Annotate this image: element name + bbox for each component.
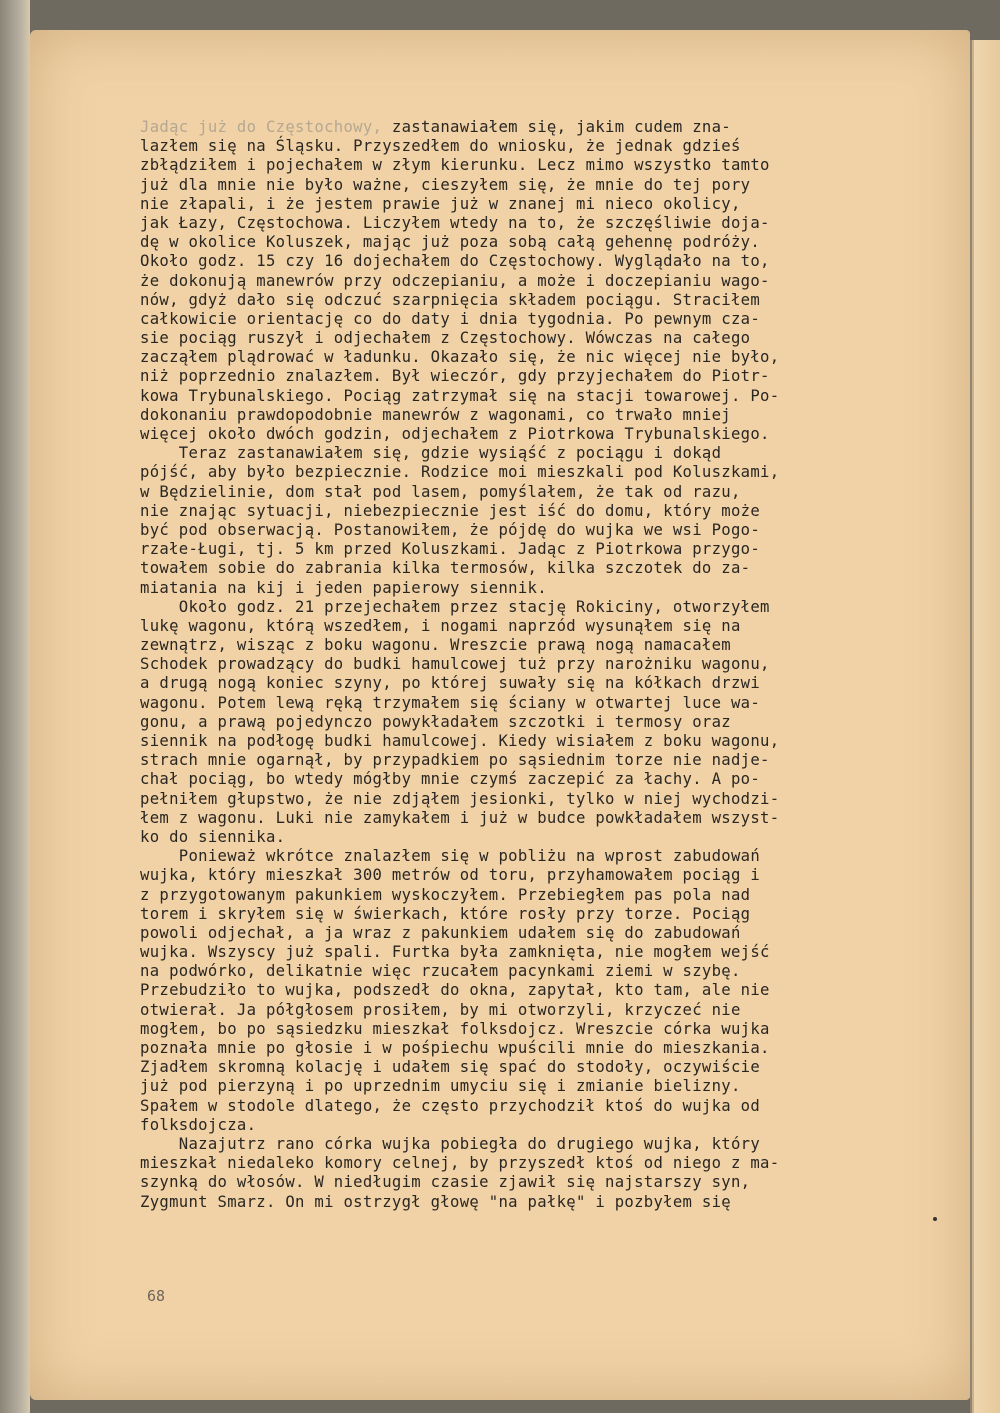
text-line: pełniłem głupstwo, że nie zdjąłem jesionki, tylko w niej wychodzi- xyxy=(140,789,780,808)
text-line: folksdojcza. xyxy=(140,1115,257,1134)
text-line: już dla mnie nie było ważne, cieszyłem się, że mnie do tej pory xyxy=(140,175,751,194)
text-line: nie znając sytuacji, niebezpiecznie jest iść do domu, który może xyxy=(140,501,761,520)
text-line: poznała mnie po głosie i w pośpiechu wpuścili mnie do mieszkania. xyxy=(140,1039,770,1057)
text-line: Teraz zastanawiałem się, gdzie wysiąść z pociągu i dokąd xyxy=(140,444,722,463)
text-line: mieszkał niedaleko komory celnej, by przyszedł ktoś od niego z ma- xyxy=(140,1154,780,1173)
text-line: zbłądziłem i pojechałem w złym kierunku. Lecz mimo wszystko tamto xyxy=(140,156,770,175)
text-line: towałem sobie do zabrania kilka termosów, kilka szczotek do za- xyxy=(140,559,751,578)
text-line: nów, gdyż dało się odczuć szarpnięcia składem pociągu. Straciłem xyxy=(140,290,761,309)
text-line: Zjadłem skromną kolację i udałem się spać do stodoły, oczywiście xyxy=(140,1058,761,1077)
text-line: wujka, który mieszkał 300 metrów od toru, przyhamowałem pociąg i xyxy=(140,866,761,885)
text-segment: zastanawiałem się, jakim cudem zna- xyxy=(382,118,731,136)
text-line: mogłem, bo po sąsiedzku mieszkał folksdojcz. Wreszcie córka wujka xyxy=(140,1019,770,1038)
text-line xyxy=(140,118,940,137)
text-line: Zygmunt Smarz. On mi ostrzygł głowę "na pałkę" i pozbyłem się xyxy=(140,1192,731,1211)
text-line: nie złapali, i że jestem prawie już w znanej mi nieco okolicy, xyxy=(140,194,741,213)
text-line: kowa Trybunalskiego. Pociąg zatrzymał się na stacji towarowej. Po- xyxy=(140,386,780,405)
text-line: siennik na podłogę budki hamulcowej. Kiedy wisiałem z boku wagonu, xyxy=(140,732,780,750)
scan-background-left xyxy=(0,0,30,1413)
text-line: miatania na kij i jeden papierowy siennik. xyxy=(140,578,547,597)
text-line: jak Łazy, Częstochowa. Liczyłem wtedy na to, że szczęśliwie doja- xyxy=(140,213,770,232)
text-line: niż poprzednio znalazłem. Był wieczór, gdy przyjechałem do Piotr- xyxy=(140,367,770,386)
text-line: być pod obserwacją. Postanowiłem, że pójdę do wujka we wsi Pogo- xyxy=(140,520,761,539)
text-line: szynką do włosów. W niedługim czasie zjawił się najstarszy syn, xyxy=(140,1173,751,1192)
text-line: a drugą nogą koniec szyny, po której suwały się na kółkach drzwi xyxy=(140,674,761,693)
text-line: Około godz. 15 czy 16 dojechałem do Częstochowy. Wyglądało na to, xyxy=(140,252,770,271)
ink-speck xyxy=(933,1217,937,1221)
text-line: z przygotowanym pakunkiem wyskoczyłem. Przebiegłem pas pola nad xyxy=(140,885,751,904)
text-line: gonu, a prawą pojedynczo powykładałem szczotki i termosy oraz xyxy=(140,712,731,731)
text-line: zacząłem plądrować w ładunku. Okazało się, że nic więcej nie było, xyxy=(140,348,780,367)
text-line: że dokonują manewrów przy odczepianiu, a może i doczepianiu wago- xyxy=(140,271,770,290)
text-line: ko do siennika. xyxy=(140,827,286,846)
text-line: zewnątrz, wisząc z boku wagonu. Wreszcie prawą nogą namacałem xyxy=(140,636,731,655)
text-line: więcej około dwóch godzin, odjechałem z Piotrkowa Trybunalskiego. xyxy=(140,425,770,443)
text-line: rzałe-Ługi, tj. 5 km przed Koluszkami. Jadąc z Piotrkowa przygo- xyxy=(140,540,761,559)
text-line: całkowicie orientację co do daty i dnia tygodnia. Po pewnym cza- xyxy=(140,309,761,328)
text-line: dę w okolice Koluszek, mając już poza sobą całą gehennę podróży. xyxy=(140,233,761,252)
text-line: pójść, aby było bezpiecznie. Rodzice moi mieszkali pod Koluszkami, xyxy=(140,463,780,482)
adjacent-page-edge xyxy=(972,40,1000,1413)
text-line: powoli odjechał, a ja wraz z pakunkiem udałem się do zabudowań xyxy=(140,923,741,942)
text-line: Spałem w stodole dlatego, że często przychodził ktoś do wujka od xyxy=(140,1096,761,1115)
text-line: otwierał. Ja półgłosem prosiłem, by mi otworzyli, krzyczeć nie xyxy=(140,1000,741,1019)
text-line: wagonu. Potem lewą ręką trzymałem się ściany w otwartej luce wa- xyxy=(140,693,761,712)
text-line: sie pociąg ruszył i odjechałem z Częstochowy. Wówczas na całego xyxy=(140,329,751,348)
text-line: na podwórko, delikatnie więc rzucałem pacynkami ziemi w szybę. xyxy=(140,962,741,981)
page-body-text xyxy=(140,118,940,1212)
text-line: wujka. Wszyscy już spali. Furtka była zamknięta, nie mogłem wejść xyxy=(140,943,770,962)
text-line: już pod pierzyną i po uprzednim umyciu się i zmianie bielizny. xyxy=(140,1077,741,1096)
text-line: w Będzielinie, dom stał pod lasem, pomyślałem, że tak od razu, xyxy=(140,482,741,501)
text-line: strach mnie ogarnął, by przypadkiem po sąsiednim torze nie nadje- xyxy=(140,751,770,770)
text-line: łem z wagonu. Luki nie zamykałem i już w budce powkładałem wszyst- xyxy=(140,808,780,827)
text-line: lazłem się na Śląsku. Przyszedłem do wniosku, że jednak gdzieś xyxy=(140,137,741,156)
text-line: Około godz. 21 przejechałem przez stację Rokiciny, otworzyłem xyxy=(140,597,770,616)
faded-text: Jadąc już do Częstochowy, xyxy=(140,118,383,136)
text-line: torem i skryłem się w świerkach, które rosły przy torze. Pociąg xyxy=(140,904,751,923)
text-line: Ponieważ wkrótce znalazłem się w pobliżu na wprost zabudowań xyxy=(140,847,761,866)
text-line: Przebudziło to wujka, podszedł do okna, zapytał, kto tam, ale nie xyxy=(140,981,770,1000)
text-line: Nazajutrz rano córka wujka pobiegła do drugiego wujka, który xyxy=(140,1134,761,1153)
text-line: Schodek prowadzący do budki hamulcowej tuż przy narożniku wagonu, xyxy=(140,655,770,674)
text-line: chał pociąg, bo wtedy mógłby mnie czymś zaczepić za łachy. A po- xyxy=(140,770,761,789)
text-line: lukę wagonu, którą wszedłem, i nogami naprzód wysunąłem się na xyxy=(140,616,741,635)
text-line: dokonaniu prawdopodobnie manewrów z wagonami, co trwało mniej xyxy=(140,405,731,424)
page-number: 68 xyxy=(147,1287,166,1305)
